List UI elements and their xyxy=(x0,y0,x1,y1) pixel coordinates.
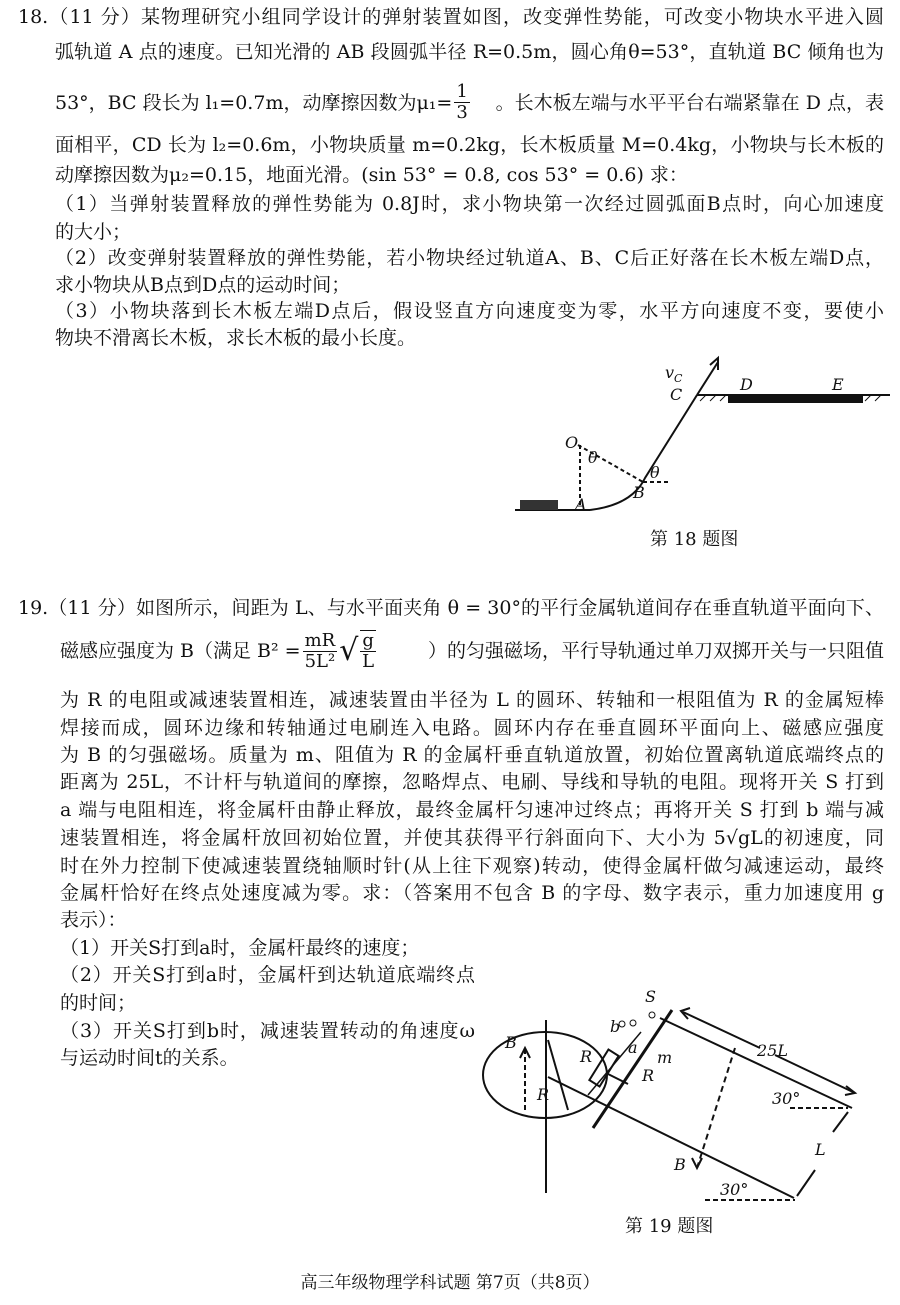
q18-text: 。长木板左端与水平平台右端紧靠在 D 点，表 xyxy=(495,91,884,114)
q19-line: 表示）： xyxy=(60,909,127,931)
sqrt-fraction xyxy=(360,630,376,672)
q19-line: 19.（11 分）如图所示，间距为 L、与水平面夹角 θ = 30°的平行金属轨道间存在垂直轨道平面向下、 xyxy=(18,597,884,619)
q19-sub2: （2）开关S打到a时，金属杆到达轨道底端终点 xyxy=(60,964,475,986)
q19-line: 与运动时间t的关系。 xyxy=(60,1047,239,1069)
q19-sub3: （3）开关S打到b时，减速装置转动的角速度ω xyxy=(60,1020,475,1042)
label-b-switch: b xyxy=(610,1017,621,1036)
frac-den: 3 xyxy=(456,102,468,123)
frac-den: L xyxy=(362,651,375,672)
q19-sub1: （1）开关S打到a时，金属杆最终的速度； xyxy=(60,937,420,959)
label-r-resistor: R xyxy=(580,1047,593,1066)
q19-line: 金属杆恰好在终点处速度减为零。求：（答案用不包含 B 的字母、数字表示，重力加速度用 g xyxy=(60,882,884,904)
svg-text:vC xyxy=(665,363,683,385)
label-r: R xyxy=(537,1085,550,1104)
q18-line: 弧轨道 A 点的速度。已知光滑的 AB 段圆弧半径 R=0.5m，圆心角θ=53°，直轨道 BC 倾角也为 xyxy=(55,41,884,63)
q19-line: 为 R 的电阻或减速装置相连，减速装置由半径为 L 的圆环、转轴和一根阻值为 R 的金属短棒 xyxy=(60,689,884,711)
q18-line: 面相平，CD 长为 l₂=0.6m，小物块质量 m=0.2kg，长木板质量 M=0.4kg，小物块与长木板的 xyxy=(55,134,884,156)
frac-num: 1 xyxy=(456,81,468,102)
sqrt-icon: √ xyxy=(339,633,359,668)
q18-sub2: （2）改变弹射装置释放的弹性势能，若小物块经过轨道A、B、C后正好落在长木板左端D点， xyxy=(55,247,884,269)
frac-den: 5L² xyxy=(304,650,336,672)
q18-text: 53°，BC 段长为 l₁=0.7m，动摩擦因数为μ₁= xyxy=(55,91,453,114)
figure-19-caption: 第 19 题图 xyxy=(625,1216,714,1237)
label-v: v xyxy=(665,363,675,382)
figure-18-caption: 第 18 题图 xyxy=(650,529,739,550)
q19-line: 距离为 25L，不计杆与轨道间的摩擦，忽略焊点、电刷、导线和导轨的电阻。现将开关 S 打到 xyxy=(60,771,884,793)
frac-num: mR xyxy=(304,629,336,651)
label-e: E xyxy=(832,375,844,394)
label-l: L xyxy=(815,1140,826,1159)
q18-line: 物块不滑离长木板，求长木板的最小长度。 xyxy=(55,327,417,349)
label-25l: 25L xyxy=(757,1041,788,1060)
q19-line: 的时间； xyxy=(60,992,137,1014)
q19-line: 时在外力控制下使减速装置绕轴顺时针(从上往下观察)转动，使得金属杆做匀减速运动，最终 xyxy=(60,855,884,877)
label-o: O xyxy=(565,433,579,452)
q19-line: 速装置相连，将金属杆放回初始位置，并使其获得平行斜面向下、大小为 5√gL的初速度，同 xyxy=(60,827,884,849)
label-v-sub: C xyxy=(674,372,683,385)
label-b: B xyxy=(505,1033,517,1052)
vc-arrow xyxy=(697,362,718,395)
label-a: A xyxy=(575,495,587,514)
long-board xyxy=(728,395,863,403)
label-angle: 30° xyxy=(772,1089,801,1108)
label-angle: 30° xyxy=(720,1180,749,1199)
label-s: S xyxy=(645,987,656,1006)
spring-block xyxy=(520,500,558,510)
label-b: B xyxy=(633,483,645,502)
q19-line: 为 B 的匀强磁场。质量为 m、阻值为 R 的金属杆垂直轨道放置，初始位置离轨道底端终点的 xyxy=(60,744,884,766)
q18-line: 求小物块从B点到D点的运动时间； xyxy=(55,274,351,296)
label-m: m xyxy=(657,1048,673,1067)
q18-sub3: （3）小物块落到长木板左端D点后，假设竖直方向速度变为零，水平方向速度不变，要使小 xyxy=(55,300,884,322)
frac-num: g xyxy=(362,630,374,651)
label-d: D xyxy=(740,375,753,394)
label-c: C xyxy=(670,385,683,404)
label-r-rod: R xyxy=(642,1066,655,1085)
q19-text: ）的匀强磁场，平行导轨通过单刀双掷开关与一只阻值 xyxy=(427,640,884,662)
label-a: a xyxy=(628,1038,638,1057)
q19-text: 磁感应强度为 B（满足 B² = xyxy=(60,640,301,662)
q18-line: 18.（11 分）某物理研究小组同学设计的弹射装置如图，改变弹性势能，可改变小物块水平进入圆 xyxy=(18,6,884,28)
label-theta: θ xyxy=(650,463,660,482)
q18-line: 动摩擦因数为μ₂=0.15，地面光滑。(sin 53° = 0.8, cos 53° = 0.6) 求： xyxy=(55,164,688,186)
label-b: B xyxy=(674,1155,686,1174)
label-theta: θ xyxy=(588,448,598,467)
q18-line: 的大小； xyxy=(55,221,132,243)
page-footer: 高三年级物理学科试题 第7页（共8页） xyxy=(300,1273,600,1293)
formula-fraction xyxy=(303,631,338,672)
q19-line: a 端与电阻相连，将金属杆由静止释放，最终金属杆匀速冲过终点；再将开关 S 打到 b 端与减 xyxy=(60,799,884,821)
q19-line-formula xyxy=(60,630,884,672)
q18-sub1: （1）当弹射装置释放的弹性势能为 0.8J时，求小物块第一次经过圆弧面B点时，向心加速度 xyxy=(55,193,884,215)
q19-line: 焊接而成，圆环边缘和转轴通过电刷连入电路。圆环内存在垂直圆环平面向上、磁感应强度 xyxy=(60,717,884,739)
